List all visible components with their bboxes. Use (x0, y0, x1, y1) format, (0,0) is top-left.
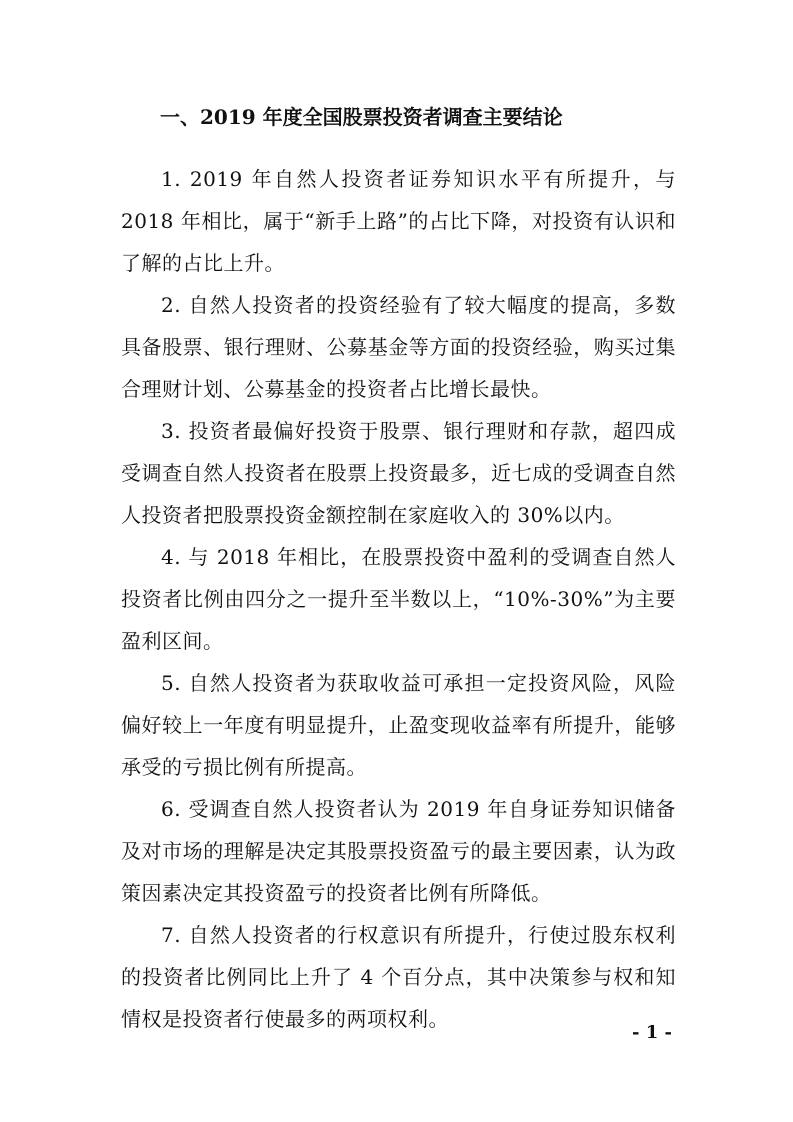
conclusion-paragraph-5: 5. 自然人投资者为获取收益可承担一定投资风险，风险偏好较上一年度有明显提升，止盈变现收益率有所提升，能够承受的亏损比例有所提高。 (121, 671, 676, 779)
section-heading: 一、2019 年度全国股票投资者调查主要结论 (160, 105, 563, 129)
conclusion-paragraph-4: 4. 与 2018 年相比，在股票投资中盈利的受调查自然人投资者比例由四分之一提升至半数以上，“10%-30%”为主要盈利区间。 (121, 545, 676, 653)
conclusion-paragraph-6: 6. 受调查自然人投资者认为 2019 年自身证券知识储备及对市场的理解是决定其股票投资盈亏的最主要因素，认为政策因素决定其投资盈亏的投资者比例有所降低。 (121, 797, 676, 905)
conclusion-paragraph-2: 2. 自然人投资者的投资经验有了较大幅度的提高，多数具备股票、银行理财、公募基金等方面的投资经验，购买过集合理财计划、公募基金的投资者占比增长最快。 (121, 293, 676, 401)
page-number: - 1 - (632, 1022, 672, 1043)
conclusion-paragraph-7: 7. 自然人投资者的行权意识有所提升，行使过股东权利的投资者比例同比上升了 4 个百分点，其中决策参与权和知情权是投资者行使最多的两项权利。 (121, 923, 676, 1031)
conclusion-paragraph-1: 1. 2019 年自然人投资者证券知识水平有所提升，与 2018 年相比，属于“新手上路”的占比下降，对投资有认识和了解的占比上升。 (121, 167, 676, 275)
conclusion-paragraph-3: 3. 投资者最偏好投资于股票、银行理财和存款，超四成受调查自然人投资者在股票上投资最多，近七成的受调查自然人投资者把股票投资金额控制在家庭收入的 30%以内。 (121, 419, 676, 527)
